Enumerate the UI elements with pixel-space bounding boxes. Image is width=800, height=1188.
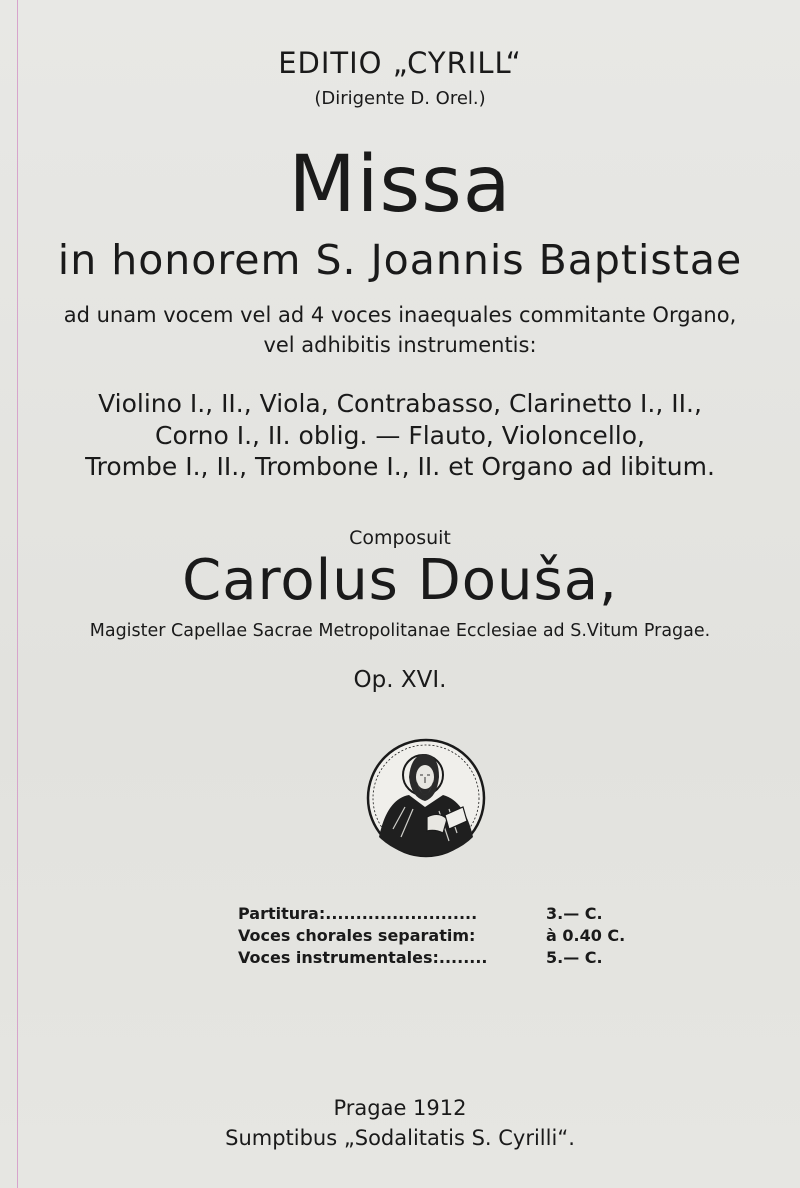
imprint-place-year: Pragae 1912 (333, 1096, 467, 1120)
instruments-line-2: Corno I., II. oblig. — Flauto, Violoncello, (155, 421, 645, 450)
price-row-voces-instrumentales (238, 947, 616, 969)
price-value: à 0.40 C. (546, 926, 626, 945)
price-row-voces-chorales (238, 925, 626, 947)
instruments-line-1: Violino I., II., Viola, Contrabasso, Clarinetto I., II., (98, 389, 702, 418)
director-line: (Dirigente D. Orel.) (314, 88, 486, 109)
description-line-2: vel adhibitis instrumentis: (263, 333, 537, 357)
price-row-partitura (238, 903, 616, 925)
work-subtitle: in honorem S. Joannis Baptistae (57, 236, 743, 284)
imprint-sponsor: Sumptibus „Sodalitatis S. Cyrilli“. (225, 1126, 575, 1150)
price-label: Voces chorales separatim: (238, 926, 476, 945)
price-list (238, 903, 626, 969)
price-value: 5.— C. (546, 948, 603, 967)
price-label: Partitura:......................... (238, 904, 478, 923)
price-label: Voces instrumentales:........ (238, 948, 488, 967)
publisher-name: EDITIO „CYRILL“ (278, 46, 522, 80)
composer-name: Carolus Douša, (182, 548, 618, 613)
instruments-line-3: Trombe I., II., Trombone I., II. et Organo ad libitum. (85, 452, 715, 481)
composuit-label: Composuit (349, 527, 451, 549)
price-value: 3.— C. (546, 904, 603, 923)
work-title: Missa (288, 140, 512, 230)
saint-portrait-medallion-icon (365, 737, 487, 859)
composer-position: Magister Capellae Sacrae Metropolitanae Ecclesiae ad S.Vitum Pragae. (89, 621, 711, 641)
description-line-1: ad unam vocem vel ad 4 voces inaequales commitante Organo, (63, 303, 737, 327)
opus-number: Op. XVI. (353, 667, 447, 693)
